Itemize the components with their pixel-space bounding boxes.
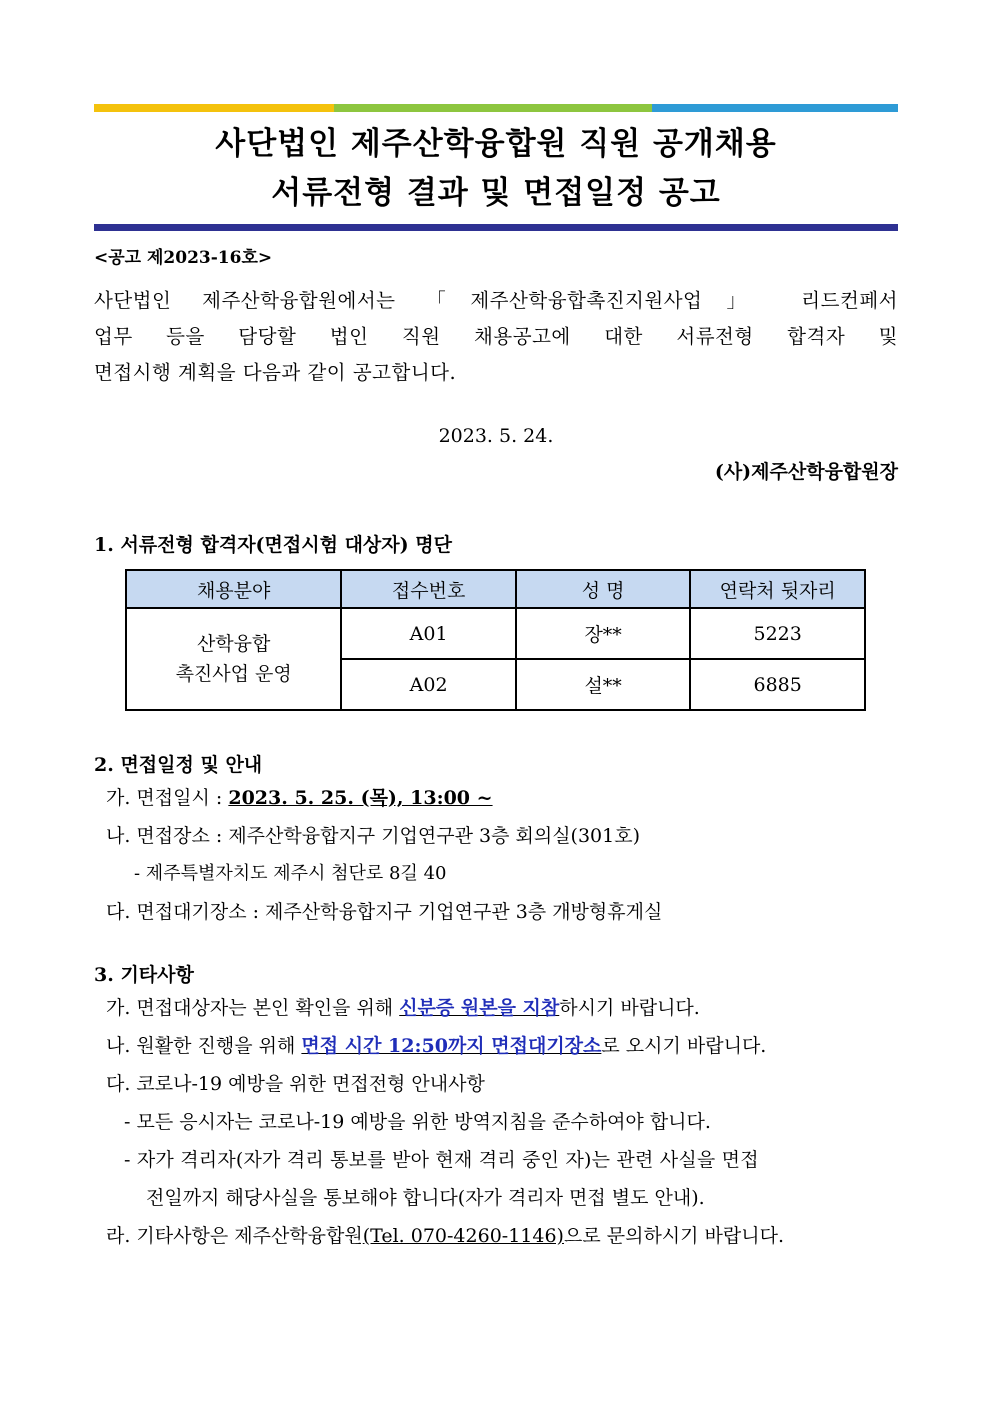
- interview-address: - 제주특별자치도 제주시 첨단로 8길 40: [134, 863, 447, 884]
- note-id-card: [94, 989, 898, 1027]
- note-arrival-highlight: 면접 시간 12:50까지 면접대기장소: [301, 1035, 602, 1057]
- note-covid-title: 다. 코로나-19 예방을 위한 면접전형 안내사항: [106, 1073, 485, 1095]
- note-covid-rule-2: - 자가 격리자(자가 격리 통보를 받아 현재 격리 중인 자)는 관련 사실을 면접: [124, 1149, 759, 1171]
- note-id-card-pre: 가. 면접대상자는 본인 확인을 위해: [106, 997, 400, 1019]
- interview-location: 나. 면접장소 : 제주산학융합지구 기업연구관 3층 회의실(301호): [106, 825, 641, 847]
- table-cell-name: 장**: [516, 608, 690, 659]
- header-bar-green: [334, 104, 652, 112]
- header-bar-blue: [652, 104, 898, 112]
- field-line-2: 촉진사업 운영: [175, 663, 292, 685]
- section-1-title: 1. 서류전형 합격자(면접시험 대상자) 명단: [94, 534, 452, 556]
- table-header-name: 성 명: [516, 570, 690, 608]
- table-header-row: [126, 570, 865, 608]
- interview-datetime-value: 2023. 5. 25. (목), 13:00 ~: [228, 787, 493, 809]
- table-header-contact: 연락처 뒷자리: [690, 570, 865, 608]
- section-2-title: 2. 면접일정 및 안내: [94, 754, 263, 776]
- note-contact-pre: 라. 기타사항은 제주산학융합원: [106, 1225, 363, 1247]
- note-arrival-time: [94, 1027, 898, 1065]
- intro-line-2: 업무 등을 담당할 법인 직원 채용공고에 대한 서류전형 합격자 및: [94, 325, 898, 348]
- table-cell-number: A02: [341, 659, 516, 710]
- note-covid-rule-2-cont: 전일까지 해당사실을 통보해야 합니다(자가 격리자 면접 별도 안내).: [146, 1187, 705, 1209]
- interview-datetime: [94, 779, 898, 817]
- note-id-card-highlight: 신분증 원본을 지참: [399, 997, 560, 1019]
- notice-date: 2023. 5. 24.: [438, 425, 554, 447]
- title-line-2: 서류전형 결과 및 면접일정 공고: [271, 175, 721, 211]
- table-header-number: 접수번호: [341, 570, 516, 608]
- table-cell-number: A01: [341, 608, 516, 659]
- page-title: [94, 112, 898, 224]
- table-cell-name: 설**: [516, 659, 690, 710]
- field-line-1: 산학융합: [196, 633, 271, 655]
- note-id-card-post: 하시기 바랍니다.: [559, 997, 700, 1019]
- section-3-title: 3. 기타사항: [94, 964, 194, 986]
- table-cell-contact: 6885: [690, 659, 865, 710]
- notice-document: [94, 104, 898, 1255]
- contact-phone: (Tel. 070-4260-1146): [362, 1225, 564, 1247]
- intro-line-3: 면접시행 계획을 다음과 같이 공고합니다.: [94, 361, 457, 384]
- applicant-table: [125, 569, 866, 711]
- interview-datetime-label: 가. 면접일시 :: [106, 787, 229, 809]
- title-underline-bar: [94, 224, 898, 231]
- note-covid-rule-1: - 모든 응시자는 코로나-19 예방을 위한 방역지침을 준수하여야 합니다.: [124, 1111, 711, 1133]
- header-color-bar: [94, 104, 898, 112]
- note-contact-post: 으로 문의하시기 바랍니다.: [563, 1225, 784, 1247]
- note-arrival-pre: 나. 원활한 진행을 위해: [106, 1035, 302, 1057]
- interview-waiting-room: 다. 면접대기장소 : 제주산학융합지구 기업연구관 3층 개방형휴게실: [106, 901, 663, 923]
- notice-number: <공고 제2023-16호>: [94, 248, 273, 268]
- table-cell-field: [126, 608, 341, 710]
- table-cell-contact: 5223: [690, 608, 865, 659]
- table-header-field: 채용분야: [126, 570, 341, 608]
- table-row: [126, 608, 865, 659]
- intro-line-1: 사단법인 제주산학융합원에서는 「제주산학융합촉진지원사업」 리드컨페서: [94, 289, 898, 312]
- header-bar-yellow: [94, 104, 334, 112]
- title-line-1: 사단법인 제주산학융합원 직원 공개채용: [215, 126, 777, 162]
- organization-signature: (사)제주산학융합원장: [714, 461, 898, 483]
- note-contact: [94, 1217, 898, 1255]
- note-arrival-post: 로 오시기 바랍니다.: [601, 1035, 767, 1057]
